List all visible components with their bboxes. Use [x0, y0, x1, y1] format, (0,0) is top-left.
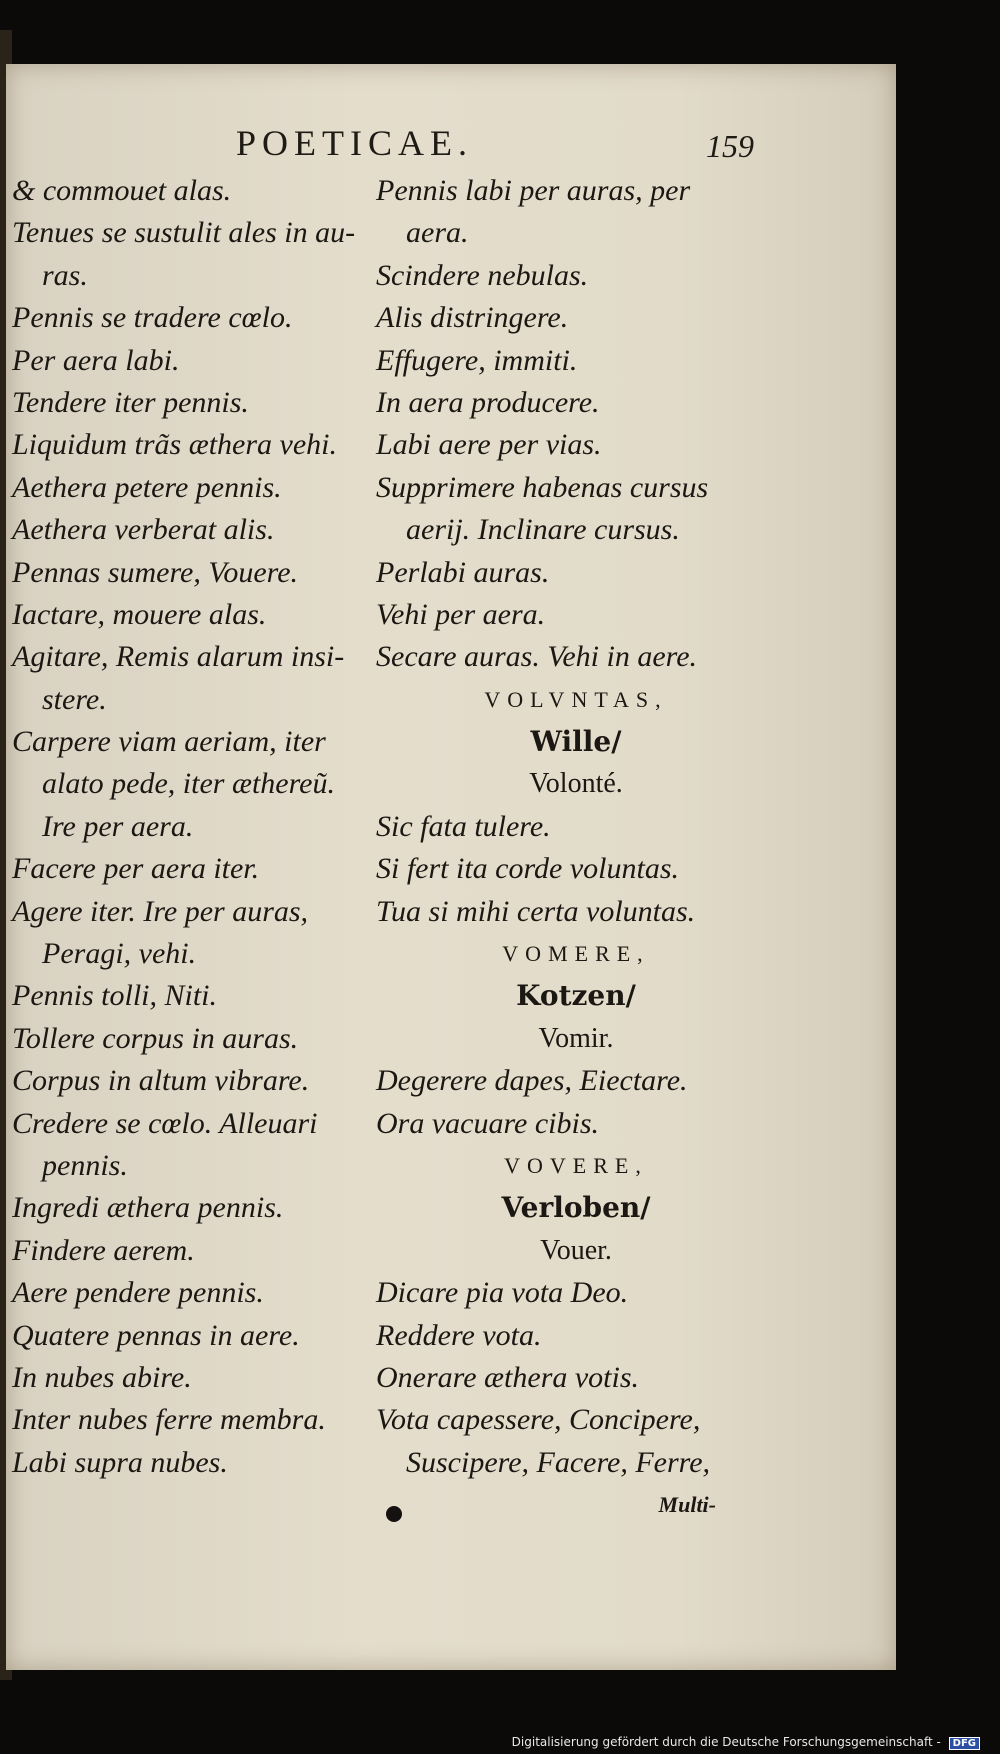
digitization-footer [512, 1735, 980, 1750]
page-number: 159 [706, 128, 754, 164]
entry-german-gloss: Kotzen/ [516, 979, 636, 1013]
left-line: Findere aerem. [12, 1233, 195, 1267]
left-line: Ire per aera. [42, 809, 194, 843]
left-line: Tollere corpus in auras. [12, 1021, 299, 1055]
left-line: Facere per aera iter. [12, 852, 260, 886]
right-line: Supprimere habenas cursus [376, 470, 709, 504]
left-line: Aere pendere pennis. [12, 1276, 264, 1310]
right-line: Degerere dapes, Eiectare. [376, 1064, 688, 1098]
right-line: Vota capessere, Concipere, [376, 1403, 701, 1437]
right-line: Scindere nebulas. [376, 258, 589, 292]
running-head [6, 122, 896, 162]
left-line: Labi supra nubes. [12, 1445, 228, 1479]
left-line: Aethera verberat alis. [12, 513, 275, 547]
left-line: Peragi, vehi. [42, 937, 197, 971]
book-page [6, 64, 896, 1670]
right-line: Tua si mihi certa voluntas. [376, 894, 696, 928]
entry-german-gloss: Wille/ [530, 725, 622, 759]
entry-headword: VOMERE, [502, 941, 650, 967]
left-line: Iactare, mouere alas. [12, 597, 267, 631]
right-line: Si fert ita corde voluntas. [376, 852, 680, 886]
left-line: Pennas sumere, Vouere. [12, 555, 299, 589]
left-line: pennis. [42, 1148, 128, 1182]
left-line: Credere se cœlo. Alleuari [12, 1106, 318, 1140]
left-line: Aethera petere pennis. [12, 470, 282, 504]
left-line: In nubes abire. [12, 1360, 192, 1394]
entry-german-gloss: Verloben/ [501, 1191, 651, 1225]
left-line: Ingredi æthera pennis. [12, 1191, 284, 1225]
entry-headword: VOLVNTAS, [484, 686, 668, 712]
left-column [12, 170, 362, 1484]
running-head-title: POETICAE. [236, 123, 473, 163]
left-line: alato pede, iter æthereũ. [42, 767, 335, 801]
right-line: Ora vacuare cibis. [376, 1106, 600, 1140]
left-line: & commouet alas. [12, 174, 232, 207]
left-line: Pennis tolli, Niti. [12, 979, 218, 1013]
right-line: aera. [406, 216, 469, 250]
left-line: Tenues se sustulit ales in au- [12, 216, 356, 250]
right-line: Vehi per aera. [376, 597, 546, 631]
left-line: Agere iter. Ire per auras, [12, 894, 309, 928]
entry-french-gloss: Volonté. [529, 768, 623, 800]
left-line: Per aera labi. [12, 343, 180, 377]
left-line: Tendere iter pennis. [12, 385, 249, 419]
left-line: Inter nubes ferre membra. [12, 1403, 326, 1437]
entry-french-gloss: Vouer. [540, 1234, 612, 1266]
right-line: In aera producere. [376, 385, 600, 419]
right-line: Sic fata tulere. [376, 809, 551, 843]
right-line: Reddere vota. [376, 1318, 542, 1352]
left-line: Corpus in altum vibrare. [12, 1064, 310, 1098]
right-line: Perlabi auras. [376, 555, 550, 589]
entry-headword: VOVERE, [504, 1152, 648, 1178]
right-line: Secare auras. Vehi in aere. [376, 640, 698, 674]
right-line: Pennis labi per auras, per [376, 174, 691, 207]
right-line: Onerare æthera votis. [376, 1360, 640, 1394]
left-line: stere. [42, 682, 107, 716]
left-line: ras. [42, 258, 88, 292]
right-line: Effugere, immiti. [376, 343, 578, 377]
left-line: Agitare, Remis alarum insi- [12, 640, 345, 674]
left-line: Pennis se tradere cœlo. [12, 301, 293, 335]
right-line: aerij. Inclinare cursus. [406, 513, 680, 547]
right-line: Suscipere, Facere, Ferre, [406, 1445, 711, 1479]
right-line: Labi aere per vias. [376, 428, 602, 462]
catchword: Multi- [658, 1492, 716, 1518]
dfg-logo: DFG [949, 1737, 980, 1750]
left-line: Carpere viam aeriam, iter [12, 725, 326, 759]
entry-french-gloss: Vomir. [538, 1022, 614, 1054]
left-line: Quatere pennas in aere. [12, 1318, 300, 1352]
right-line: Alis distringere. [376, 301, 569, 335]
right-line: Dicare pia vota Deo. [376, 1276, 629, 1310]
right-column [376, 170, 776, 1527]
left-line: Liquidum trãs æthera vehi. [12, 428, 338, 462]
footer-text: Digitalisierung gefördert durch die Deutsche Forschungsgemeinschaft - [511, 1735, 941, 1749]
ink-dot [386, 1506, 402, 1522]
